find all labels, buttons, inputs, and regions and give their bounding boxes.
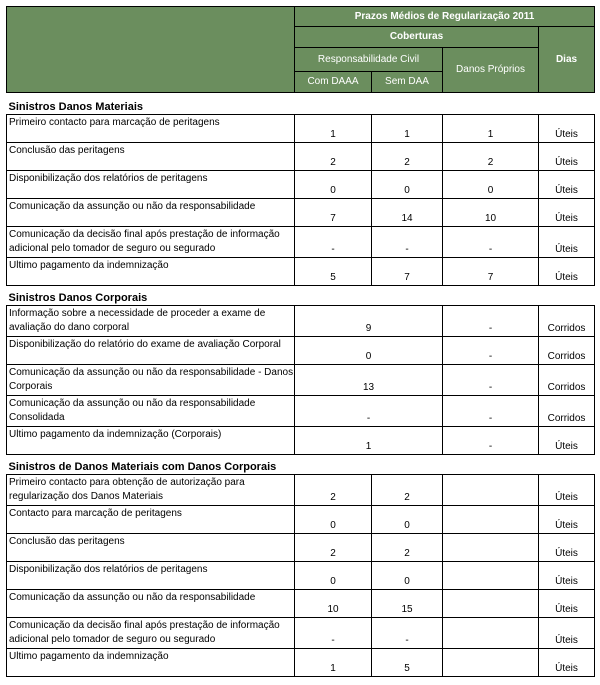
danos-proprios-value bbox=[443, 534, 539, 562]
row-label: Conclusão das peritagens bbox=[7, 534, 295, 562]
table-title: Prazos Médios de Regularização 2011 bbox=[295, 7, 595, 27]
danos-proprios-header: Danos Próprios bbox=[443, 48, 539, 93]
row-label: Ultimo pagamento da indemnização bbox=[7, 649, 295, 677]
table-row bbox=[7, 475, 595, 506]
table-row bbox=[7, 115, 595, 143]
danos-proprios-value: 7 bbox=[443, 258, 539, 286]
com-daaa-value: 2 bbox=[295, 143, 372, 171]
table-row bbox=[7, 171, 595, 199]
table-row bbox=[7, 337, 595, 365]
row-label: Disponibilização dos relatórios de peritagens bbox=[7, 562, 295, 590]
table-row bbox=[7, 649, 595, 677]
danos-proprios-value bbox=[443, 590, 539, 618]
sem-daa-value: 15 bbox=[372, 590, 443, 618]
section-header-row bbox=[7, 93, 595, 115]
table-row bbox=[7, 534, 595, 562]
section-spacer bbox=[295, 93, 595, 115]
dias-value: Corridos bbox=[539, 396, 595, 427]
table-row bbox=[7, 227, 595, 258]
dias-header: Dias bbox=[539, 27, 595, 93]
danos-proprios-value: 2 bbox=[443, 143, 539, 171]
row-label: Ultimo pagamento da indemnização (Corporais) bbox=[7, 427, 295, 455]
row-label: Contacto para marcação de peritagens bbox=[7, 506, 295, 534]
dias-value: Corridos bbox=[539, 365, 595, 396]
row-label: Primeiro contacto para marcação de peritagens bbox=[7, 115, 295, 143]
dias-value: Úteis bbox=[539, 590, 595, 618]
sem-daa-value: - bbox=[372, 618, 443, 649]
danos-proprios-value: 1 bbox=[443, 115, 539, 143]
sem-daa-header: Sem DAA bbox=[372, 72, 443, 93]
table-row bbox=[7, 258, 595, 286]
section-title: Sinistros Danos Corporais bbox=[7, 286, 295, 306]
table-row bbox=[7, 562, 595, 590]
sem-daa-value: 0 bbox=[372, 506, 443, 534]
com-daaa-value: 2 bbox=[295, 475, 372, 506]
table-row bbox=[7, 396, 595, 427]
sem-daa-value: 2 bbox=[372, 534, 443, 562]
responsabilidade-civil-value: 1 bbox=[295, 427, 443, 455]
section-title: Sinistros de Danos Materiais com Danos Corporais bbox=[7, 455, 295, 475]
dias-value: Úteis bbox=[539, 427, 595, 455]
com-daaa-value: 0 bbox=[295, 562, 372, 590]
dias-value: Úteis bbox=[539, 171, 595, 199]
danos-proprios-value: - bbox=[443, 427, 539, 455]
table-row bbox=[7, 306, 595, 337]
section-title: Sinistros Danos Materiais bbox=[7, 93, 295, 115]
com-daaa-header: Com DAAA bbox=[295, 72, 372, 93]
responsabilidade-civil-value: 9 bbox=[295, 306, 443, 337]
section-header-row bbox=[7, 455, 595, 475]
table-row bbox=[7, 618, 595, 649]
danos-proprios-value: - bbox=[443, 365, 539, 396]
table-row bbox=[7, 427, 595, 455]
row-label: Comunicação da assunção ou não da responsabilidade bbox=[7, 199, 295, 227]
com-daaa-value: - bbox=[295, 227, 372, 258]
row-label: Primeiro contacto para obtenção de autorização para regularização dos Danos Materiais bbox=[7, 475, 295, 506]
dias-value: Úteis bbox=[539, 115, 595, 143]
dias-value: Úteis bbox=[539, 475, 595, 506]
danos-proprios-value: 10 bbox=[443, 199, 539, 227]
row-label: Conclusão das peritagens bbox=[7, 143, 295, 171]
com-daaa-value: - bbox=[295, 618, 372, 649]
responsabilidade-civil-value: 0 bbox=[295, 337, 443, 365]
section-header-row bbox=[7, 286, 595, 306]
dias-value: Corridos bbox=[539, 306, 595, 337]
dias-value: Úteis bbox=[539, 506, 595, 534]
danos-proprios-value: - bbox=[443, 227, 539, 258]
dias-value: Úteis bbox=[539, 199, 595, 227]
row-label: Disponibilização do relatório do exame de avaliação Corporal bbox=[7, 337, 295, 365]
table-row bbox=[7, 199, 595, 227]
com-daaa-value: 2 bbox=[295, 534, 372, 562]
table-row bbox=[7, 590, 595, 618]
row-label: Comunicação da assunção ou não da responsabilidade bbox=[7, 590, 295, 618]
sem-daa-value: 7 bbox=[372, 258, 443, 286]
dias-value: Úteis bbox=[539, 649, 595, 677]
com-daaa-value: 0 bbox=[295, 171, 372, 199]
com-daaa-value: 5 bbox=[295, 258, 372, 286]
dias-value: Úteis bbox=[539, 143, 595, 171]
row-label: Disponibilização dos relatórios de peritagens bbox=[7, 171, 295, 199]
sem-daa-value: 5 bbox=[372, 649, 443, 677]
regularization-table bbox=[6, 6, 595, 677]
sem-daa-value: 0 bbox=[372, 171, 443, 199]
row-label: Comunicação da assunção ou não da responsabilidade Consolidada bbox=[7, 396, 295, 427]
table-row bbox=[7, 143, 595, 171]
row-label: Informação sobre a necessidade de proceder a exame de avaliação do dano corporal bbox=[7, 306, 295, 337]
danos-proprios-value bbox=[443, 618, 539, 649]
coberturas-header: Coberturas bbox=[295, 27, 539, 48]
dias-value: Corridos bbox=[539, 337, 595, 365]
sem-daa-value: 14 bbox=[372, 199, 443, 227]
sem-daa-value: 2 bbox=[372, 475, 443, 506]
row-label: Ultimo pagamento da indemnização bbox=[7, 258, 295, 286]
danos-proprios-value bbox=[443, 562, 539, 590]
sem-daa-value: 1 bbox=[372, 115, 443, 143]
danos-proprios-value: 0 bbox=[443, 171, 539, 199]
row-label: Comunicação da decisão final após prestação de informação adicional pelo tomador de seguro ou segurado bbox=[7, 227, 295, 258]
section-spacer bbox=[295, 455, 595, 475]
dias-value: Úteis bbox=[539, 618, 595, 649]
responsabilidade-civil-value: - bbox=[295, 396, 443, 427]
com-daaa-value: 7 bbox=[295, 199, 372, 227]
com-daaa-value: 0 bbox=[295, 506, 372, 534]
sem-daa-value: - bbox=[372, 227, 443, 258]
sem-daa-value: 2 bbox=[372, 143, 443, 171]
danos-proprios-value bbox=[443, 475, 539, 506]
com-daaa-value: 1 bbox=[295, 649, 372, 677]
dias-value: Úteis bbox=[539, 534, 595, 562]
dias-value: Úteis bbox=[539, 227, 595, 258]
dias-value: Úteis bbox=[539, 562, 595, 590]
danos-proprios-value: - bbox=[443, 337, 539, 365]
responsabilidade-civil-value: 13 bbox=[295, 365, 443, 396]
section-spacer bbox=[295, 286, 595, 306]
danos-proprios-value bbox=[443, 506, 539, 534]
dias-value: Úteis bbox=[539, 258, 595, 286]
header-blank-cell bbox=[7, 7, 295, 93]
sem-daa-value: 0 bbox=[372, 562, 443, 590]
responsabilidade-civil-header: Responsabilidade Civil bbox=[295, 48, 443, 72]
danos-proprios-value: - bbox=[443, 306, 539, 337]
com-daaa-value: 1 bbox=[295, 115, 372, 143]
com-daaa-value: 10 bbox=[295, 590, 372, 618]
table-row bbox=[7, 365, 595, 396]
row-label: Comunicação da assunção ou não da responsabilidade - Danos Corporais bbox=[7, 365, 295, 396]
row-label: Comunicação da decisão final após prestação de informação adicional pelo tomador de seguro ou segurado bbox=[7, 618, 295, 649]
danos-proprios-value bbox=[443, 649, 539, 677]
table-row bbox=[7, 506, 595, 534]
danos-proprios-value: - bbox=[443, 396, 539, 427]
